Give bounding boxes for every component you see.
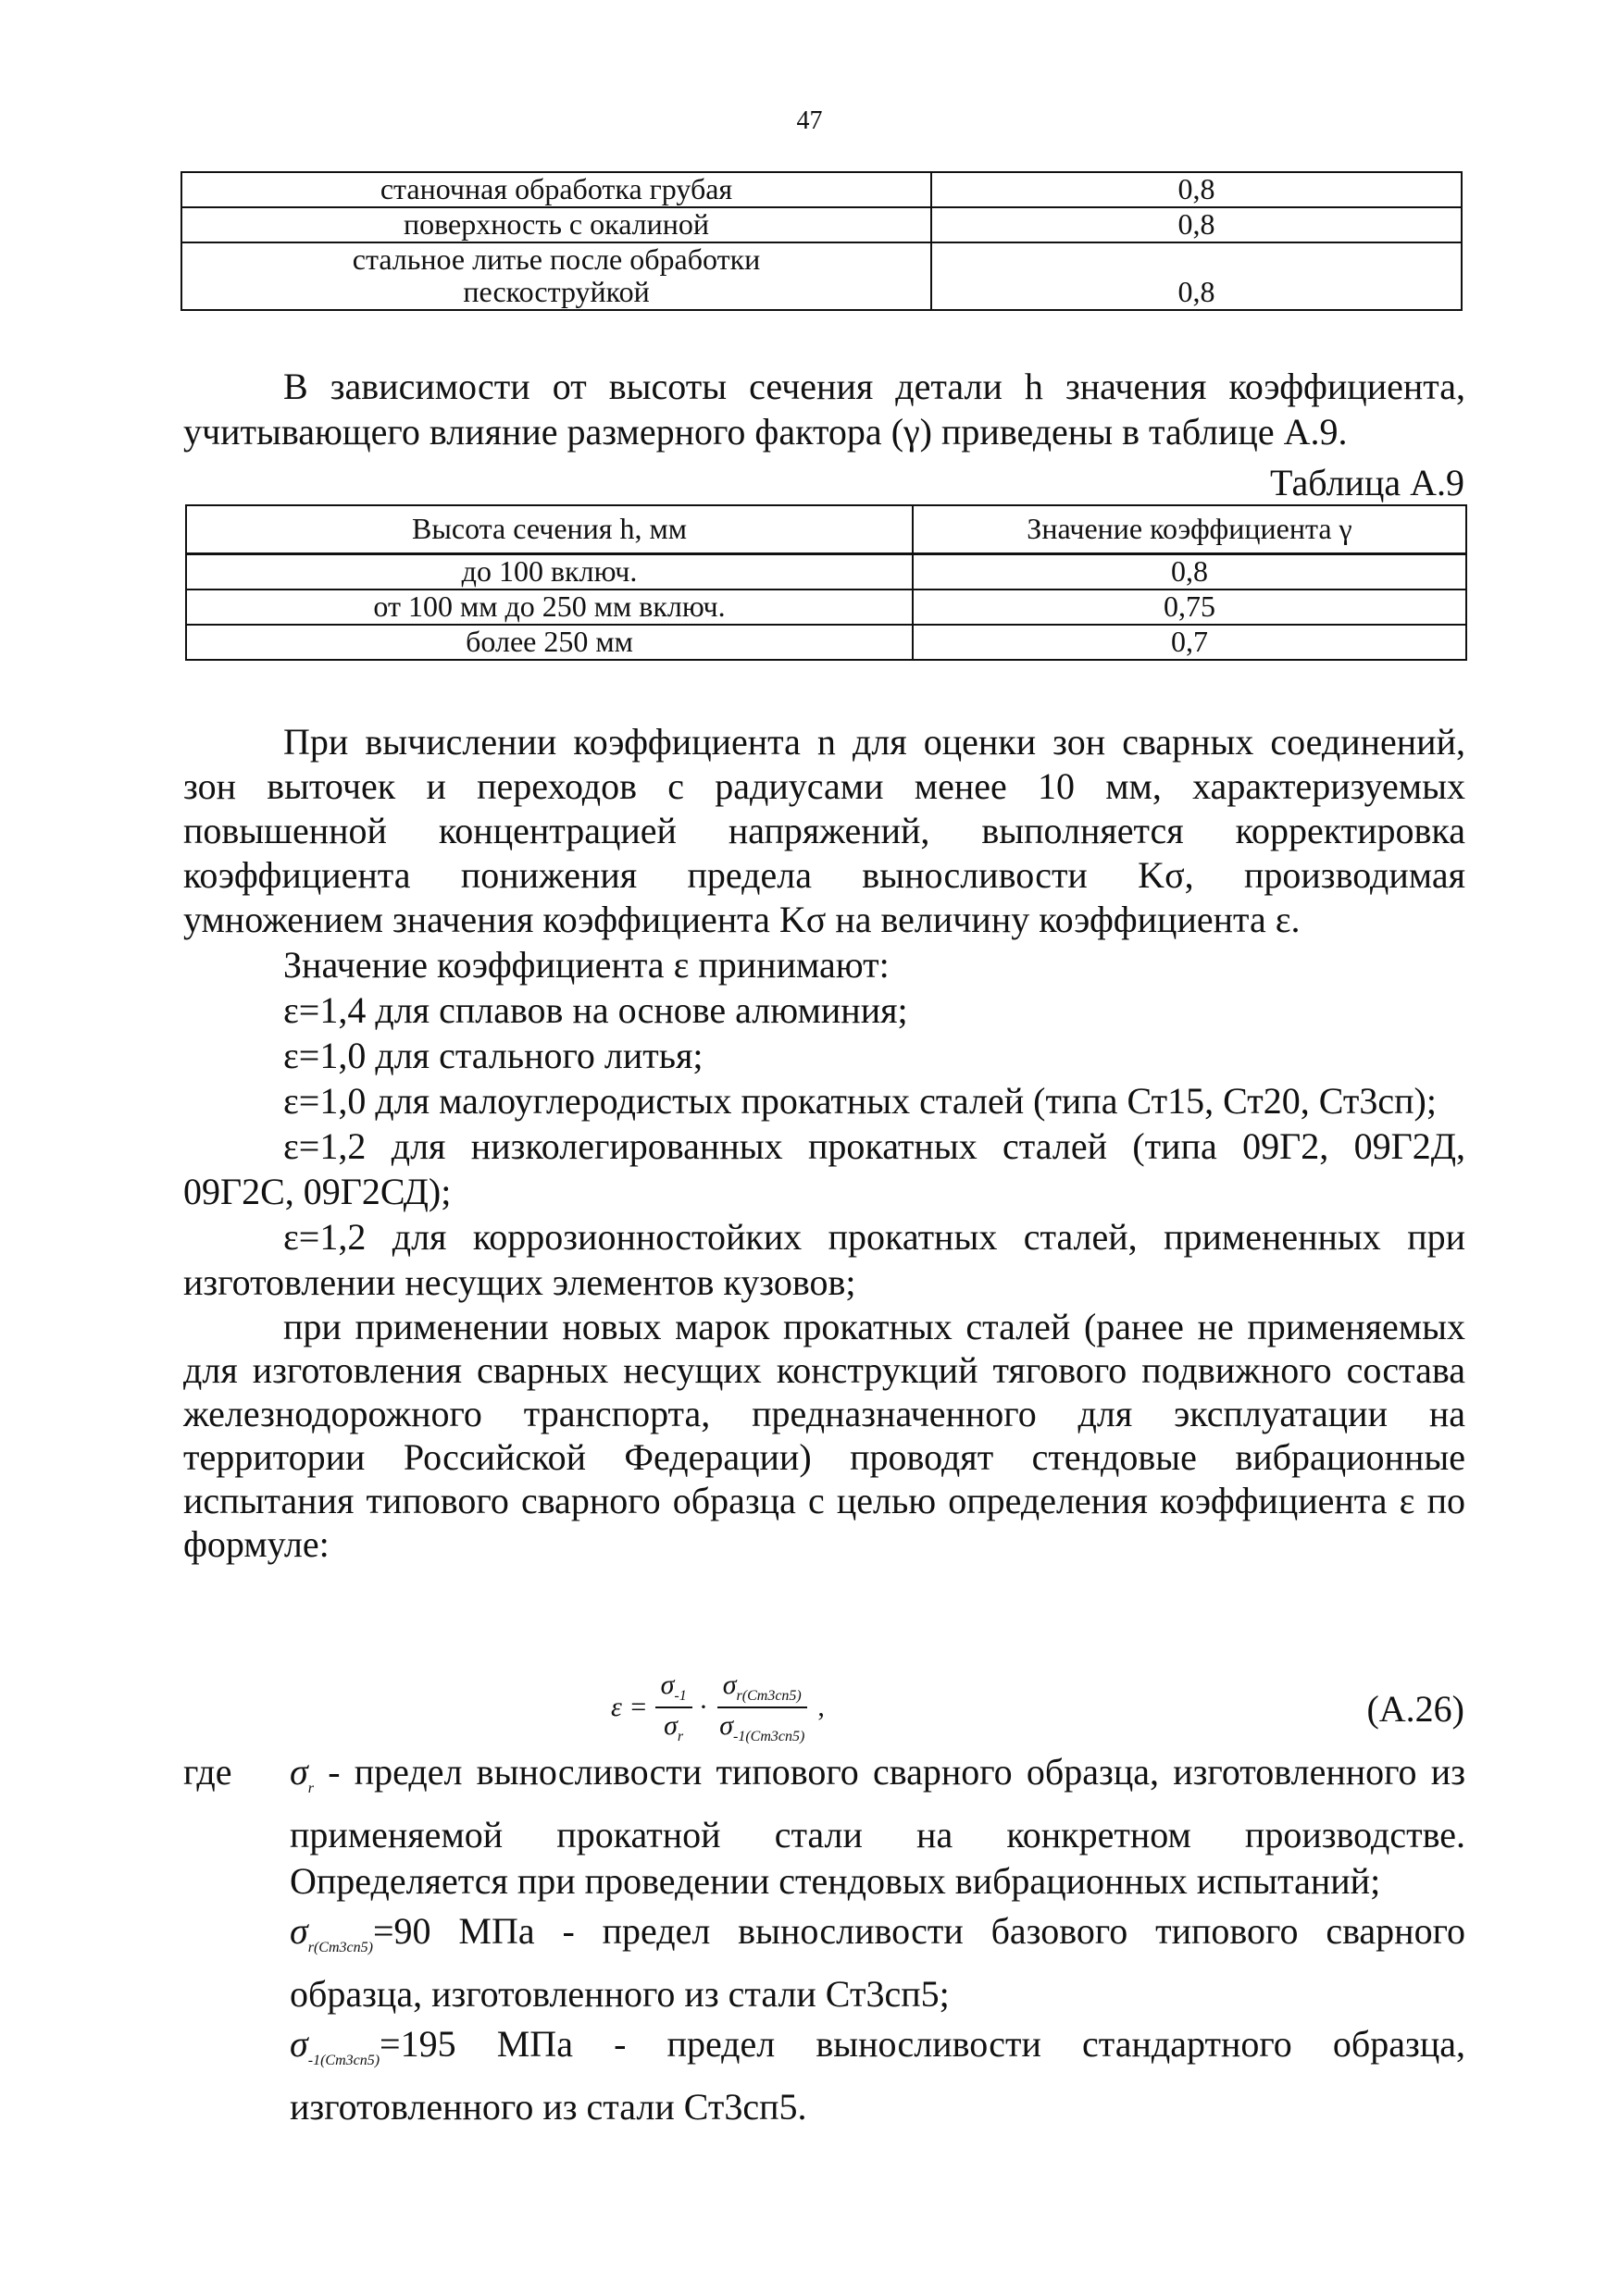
table-cell-gamma: 0,8 — [913, 554, 1466, 590]
list-item: ε=1,2 для низколегированных прокатных сталей (типа 09Г2, 09Г2Д, 09Г2С, 09Г2СД); — [183, 1125, 1465, 1212]
definition-item — [290, 1908, 1465, 2017]
definition-symbol: σ — [290, 1910, 308, 1952]
table-cell-value: 0,8 — [931, 242, 1462, 311]
formula-subscript: r(Cm3cn5) — [736, 1688, 802, 1704]
table-cell-label: стальное литье после обработки пескоструйкой — [181, 242, 931, 311]
formula-dot: · — [699, 1692, 707, 1722]
definition-subscript: r — [307, 1781, 314, 1796]
formula-expression — [611, 1661, 825, 1754]
paragraph-size-factor — [183, 364, 1465, 454]
formula-symbol: σ — [660, 1669, 675, 1700]
definition-item — [290, 2021, 1465, 2130]
table-row — [186, 625, 1466, 660]
table-row — [181, 207, 1462, 242]
fraction-1 — [655, 1669, 692, 1745]
where-label: где — [183, 1751, 232, 1793]
definitions-row — [183, 1749, 1465, 2134]
table-cell-gamma: 0,7 — [913, 625, 1466, 660]
table-cell-height: от 100 мм до 250 мм включ. — [186, 590, 913, 625]
table-a9 — [185, 504, 1467, 661]
table-caption: Таблица А.9 — [1270, 462, 1464, 503]
formula-subscript: -1(Cm3cn5) — [733, 1729, 805, 1744]
formula-symbol: σ — [722, 1669, 737, 1700]
formula-a26 — [0, 1661, 1619, 1754]
formula-symbol: σ — [719, 1710, 733, 1741]
table-header-height: Высота сечения h, мм — [186, 505, 913, 554]
formula-tail: , — [817, 1692, 825, 1722]
list-item: ε=1,0 для малоуглеродистых прокатных сталей (типа Ст15, Ст20, Ст3сп); — [283, 1080, 1437, 1122]
table-cell-label: поверхность с окалиной — [181, 207, 931, 242]
definition-subscript: r(Cm3cn5) — [307, 1940, 373, 1955]
table-cell-value: 0,8 — [931, 207, 1462, 242]
formula-subscript: r — [677, 1729, 684, 1744]
definition-text: =195 МПа - предел выносливости стандартного образца, изготовленного из стали Ст3сп5. — [290, 2023, 1465, 2128]
formula-symbol: σ — [664, 1710, 678, 1741]
fraction-2 — [714, 1669, 810, 1745]
paragraph-text: Значение коэффициента ε принимают: — [283, 944, 890, 986]
formula-number: (А.26) — [1366, 1688, 1464, 1730]
definition-text: - предел выносливости типового сварного образца, изготовленного из применяемой прокатной стали на конкретном производстве. Определяется при проведении стендовых вибрационных испытаний; — [290, 1751, 1465, 1902]
table-cell-height: более 250 мм — [186, 625, 913, 660]
surface-coefficient-table — [181, 171, 1463, 311]
main-text-block — [183, 720, 1465, 1566]
table-cell-height: до 100 включ. — [186, 554, 913, 590]
list-item: ε=1,4 для сплавов на основе алюминия; — [283, 989, 908, 1031]
formula-lhs: ε = — [611, 1692, 648, 1722]
definition-subscript: -1(Cm3cn5) — [307, 2053, 380, 2068]
paragraph-text: при применении новых марок прокатных сталей (ранее не применяемых для изготовления сварных несущих конструкций тягового подвижного состава железнодорожного транспорта, предназначенного для эксплуатации на территории Российской Федерации) проводят стендовые вибрационные испытания типового сварного образца с целью определения коэффициента ε по формуле: — [183, 1306, 1465, 1565]
list-item: ε=1,2 для коррозионностойких прокатных сталей, примененных при изготовлении несущих элементов кузовов; — [183, 1216, 1465, 1303]
paragraph-text: При вычислении коэффициента n для оценки зон сварных соединений, зон выточек и переходов с радиусами менее 10 мм, характеризуемых повышенной концентрацией напряжений, выполняется корректировка коэффициента понижения предела выносливости Kσ, производимая умножением значения коэффициента Kσ на величину коэффициента ε. — [183, 721, 1465, 940]
paragraph-text: В зависимости от высоты сечения детали h значения коэффициента, учитывающего влияние размерного фактора (γ) приведены в таблице А.9. — [183, 366, 1465, 453]
page-number: 47 — [796, 106, 823, 135]
formula-subscript: -1 — [674, 1688, 687, 1704]
table-cell-label: станочная обработка грубая — [181, 172, 931, 207]
definition-symbol: σ — [290, 2023, 308, 2065]
table-header-row — [186, 505, 1466, 554]
table-cell-gamma: 0,75 — [913, 590, 1466, 625]
definition-item — [290, 1749, 1465, 1905]
table-row — [181, 242, 1462, 311]
table-row — [181, 172, 1462, 207]
table-row — [186, 590, 1466, 625]
definitions-block — [183, 1749, 1465, 2134]
table-row — [186, 554, 1466, 590]
definition-symbol: σ — [290, 1751, 308, 1793]
table-header-gamma: Значение коэффициента γ — [913, 505, 1466, 554]
list-item: ε=1,0 для стального литья; — [283, 1035, 704, 1076]
table-cell-value: 0,8 — [931, 172, 1462, 207]
definitions-list — [290, 1749, 1465, 2134]
definition-text: =90 МПа - предел выносливости базового типового сварного образца, изготовленного из стали Ст3сп5; — [290, 1910, 1465, 2015]
